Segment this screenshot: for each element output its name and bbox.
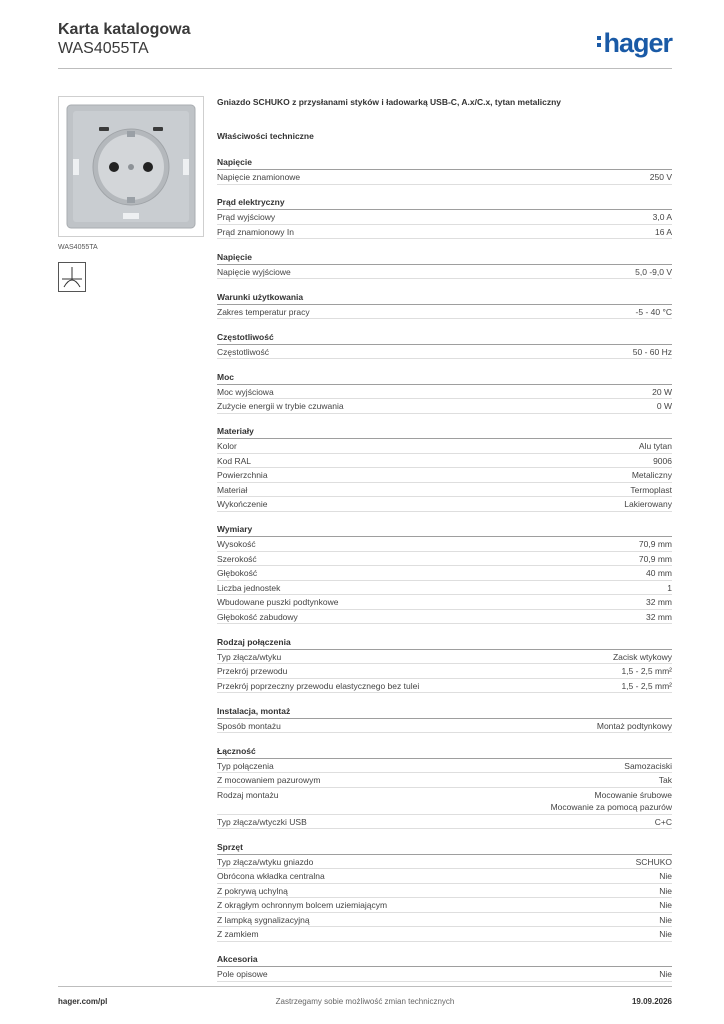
spec-row <box>217 305 672 320</box>
spec-row <box>217 759 672 774</box>
spec-value: Nie <box>659 929 672 939</box>
spec-label: Powierzchnia <box>217 470 268 480</box>
specs-heading: Właściwości techniczne <box>217 131 314 141</box>
spec-value: 70,9 mm <box>638 539 672 549</box>
spec-value: 3,0 A <box>652 212 672 222</box>
spec-label: Wbudowane puszki podtynkowe <box>217 597 339 607</box>
spec-value: Nie <box>659 871 672 881</box>
spec-value: 16 A <box>654 226 672 237</box>
spec-label: Typ połączenia <box>217 760 274 771</box>
spec-value: Nie <box>659 914 672 925</box>
footer-website: hager.com/pl <box>58 997 108 1006</box>
spec-label: Napięcie wyjściowe <box>217 266 291 277</box>
spec-value: 32 mm <box>646 597 672 607</box>
spec-row <box>217 898 672 913</box>
spec-value: 40 mm <box>646 568 672 578</box>
spec-group <box>217 156 672 185</box>
spec-label: Typ złącza/wtyku <box>217 651 282 662</box>
spec-label: Napięcie znamionowe <box>217 172 301 182</box>
spec-value: Montaż podtynkowy <box>596 720 672 731</box>
spec-row <box>217 265 672 280</box>
spec-label: Liczba jednostek <box>217 582 281 593</box>
spec-label: Z lampką sygnalizacyjną <box>217 914 310 925</box>
spec-value: Alu tytan <box>638 441 672 451</box>
spec-group-title: Materiały <box>217 425 672 439</box>
spec-group-title: Łączność <box>217 745 672 759</box>
spec-row <box>217 581 672 596</box>
spec-label: Przekrój przewodu <box>217 666 288 676</box>
spec-value: Lakierowany <box>624 499 672 509</box>
spec-label: Wysokość <box>217 539 256 549</box>
spec-row <box>217 664 672 679</box>
socket-outlet-symbol-icon <box>58 262 86 292</box>
spec-group-title: Moc <box>217 371 672 385</box>
spec-row <box>217 385 672 400</box>
specifications <box>217 96 672 993</box>
product-description: Gniazdo SCHUKO z przysłanami styków i ładowarką USB-C, A.x/C.x, tytan metaliczny <box>217 97 562 107</box>
spec-row <box>217 345 672 360</box>
spec-row <box>217 788 672 815</box>
footer-divider <box>58 986 672 987</box>
spec-label: Zużycie energii w trybie czuwania <box>217 401 344 411</box>
spec-value: 1 <box>667 582 672 593</box>
spec-label: Typ złącza/wtyku gniazdo <box>217 856 314 867</box>
spec-label: Zakres temperatur pracy <box>217 306 310 317</box>
spec-label: Kolor <box>217 441 237 451</box>
spec-row <box>217 468 672 483</box>
spec-value: 1,5 - 2,5 mm² <box>621 666 672 676</box>
spec-row <box>217 913 672 928</box>
spec-value: -5 - 40 °C <box>635 306 672 317</box>
spec-row <box>217 497 672 512</box>
spec-group <box>217 331 672 360</box>
header-divider <box>58 68 672 69</box>
spec-value: 32 mm <box>646 611 672 622</box>
spec-row <box>217 927 672 942</box>
spec-value: 20 W <box>652 386 672 397</box>
spec-row <box>217 679 672 694</box>
spec-value: Zacisk wtykowy <box>612 651 672 662</box>
spec-group <box>217 523 672 624</box>
spec-group <box>217 425 672 512</box>
spec-group-title: Rodzaj połączenia <box>217 636 672 650</box>
spec-value: 50 - 60 Hz <box>632 346 672 357</box>
spec-label: Szerokość <box>217 553 257 564</box>
product-code: WAS4055TA <box>58 40 149 57</box>
spec-label: Prąd wyjściowy <box>217 212 276 222</box>
page-header <box>58 20 672 70</box>
logo-text: hager <box>603 28 672 58</box>
spec-label: Sposób montażu <box>217 720 281 731</box>
spec-label: Obrócona wkładka centralna <box>217 871 325 881</box>
spec-label: Z pokrywą uchylną <box>217 885 288 896</box>
spec-row <box>217 537 672 552</box>
spec-label: Z okrągłym ochronnym bolcem uziemiającym <box>217 900 388 910</box>
spec-group <box>217 371 672 414</box>
spec-value: C+C <box>654 816 672 827</box>
spec-value: 1,5 - 2,5 mm² <box>621 680 672 691</box>
spec-group <box>217 251 672 280</box>
spec-row <box>217 595 672 610</box>
spec-group-title: Instalacja, montaż <box>217 705 672 719</box>
spec-row <box>217 566 672 581</box>
spec-group-title: Wymiary <box>217 523 672 537</box>
spec-groups <box>217 156 672 982</box>
hager-logo <box>597 28 672 59</box>
spec-label: Głębokość zabudowy <box>217 611 298 622</box>
spec-row <box>217 170 672 185</box>
spec-label: Przekrój poprzeczny przewodu elastycznego bez tulei <box>217 680 420 691</box>
spec-group <box>217 953 672 982</box>
spec-label: Z mocowaniem pazurowym <box>217 775 321 785</box>
spec-group-title: Prąd elektryczny <box>217 196 672 210</box>
spec-value: 70,9 mm <box>638 553 672 564</box>
spec-row <box>217 454 672 469</box>
spec-row <box>217 439 672 454</box>
spec-row <box>217 869 672 884</box>
spec-row <box>217 815 672 830</box>
spec-label: Rodzaj montażu <box>217 789 279 800</box>
product-image-caption: WAS4055TA <box>58 244 98 251</box>
spec-label: Częstotliwość <box>217 346 269 357</box>
spec-group <box>217 841 672 942</box>
spec-row <box>217 773 672 788</box>
spec-label: Moc wyjściowa <box>217 386 274 397</box>
spec-value: Mocowanie śrubowe Mocowanie za pomocą pazurów <box>550 789 672 812</box>
spec-group <box>217 745 672 830</box>
spec-value: Nie <box>659 900 672 910</box>
spec-label: Kod RAL <box>217 455 252 466</box>
logo-dots-icon <box>597 33 601 50</box>
document-title: Karta katalogowa <box>58 21 191 38</box>
product-image <box>58 96 204 237</box>
spec-value: Tak <box>658 775 672 785</box>
spec-value: 9006 <box>653 455 672 466</box>
spec-group-title: Akcesoria <box>217 953 672 967</box>
spec-row <box>217 399 672 414</box>
spec-value: 250 V <box>649 172 672 182</box>
spec-row <box>217 210 672 225</box>
spec-row <box>217 610 672 625</box>
spec-label: Pole opisowe <box>217 969 268 979</box>
spec-group <box>217 196 672 239</box>
spec-row <box>217 855 672 870</box>
spec-row <box>217 552 672 567</box>
spec-label: Wykończenie <box>217 499 268 509</box>
spec-row <box>217 719 672 734</box>
spec-row <box>217 483 672 498</box>
spec-value: Samozaciski <box>624 760 672 771</box>
spec-row <box>217 967 672 982</box>
spec-group-title: Napięcie <box>217 251 672 265</box>
spec-label: Materiał <box>217 484 248 495</box>
spec-group <box>217 636 672 694</box>
spec-value: Metaliczny <box>631 470 672 480</box>
spec-value: 0 W <box>656 401 672 411</box>
spec-value: Termoplast <box>630 484 672 495</box>
spec-label: Prąd znamionowy In <box>217 226 295 237</box>
spec-label: Z zamkiem <box>217 929 259 939</box>
spec-value: Nie <box>659 969 672 979</box>
spec-value: 5,0 -9,0 V <box>635 266 672 277</box>
footer-note: Zastrzegamy sobie możliwość zmian technicznych <box>275 997 455 1006</box>
spec-group-title: Częstotliwość <box>217 331 672 345</box>
spec-value: Nie <box>659 885 672 896</box>
spec-label: Głębokość <box>217 568 258 578</box>
socket-outlet-image <box>59 97 203 236</box>
spec-row <box>217 884 672 899</box>
spec-group-title: Warunki użytkowania <box>217 291 672 305</box>
spec-label: Typ złącza/wtyczki USB <box>217 816 307 827</box>
spec-value: SCHUKO <box>635 856 672 867</box>
spec-group-title: Sprzęt <box>217 841 672 855</box>
spec-row <box>217 650 672 665</box>
spec-row <box>217 225 672 240</box>
spec-group <box>217 291 672 320</box>
spec-group <box>217 705 672 734</box>
footer-date: 19.09.2026 <box>631 997 672 1006</box>
spec-group-title: Napięcie <box>217 156 672 170</box>
